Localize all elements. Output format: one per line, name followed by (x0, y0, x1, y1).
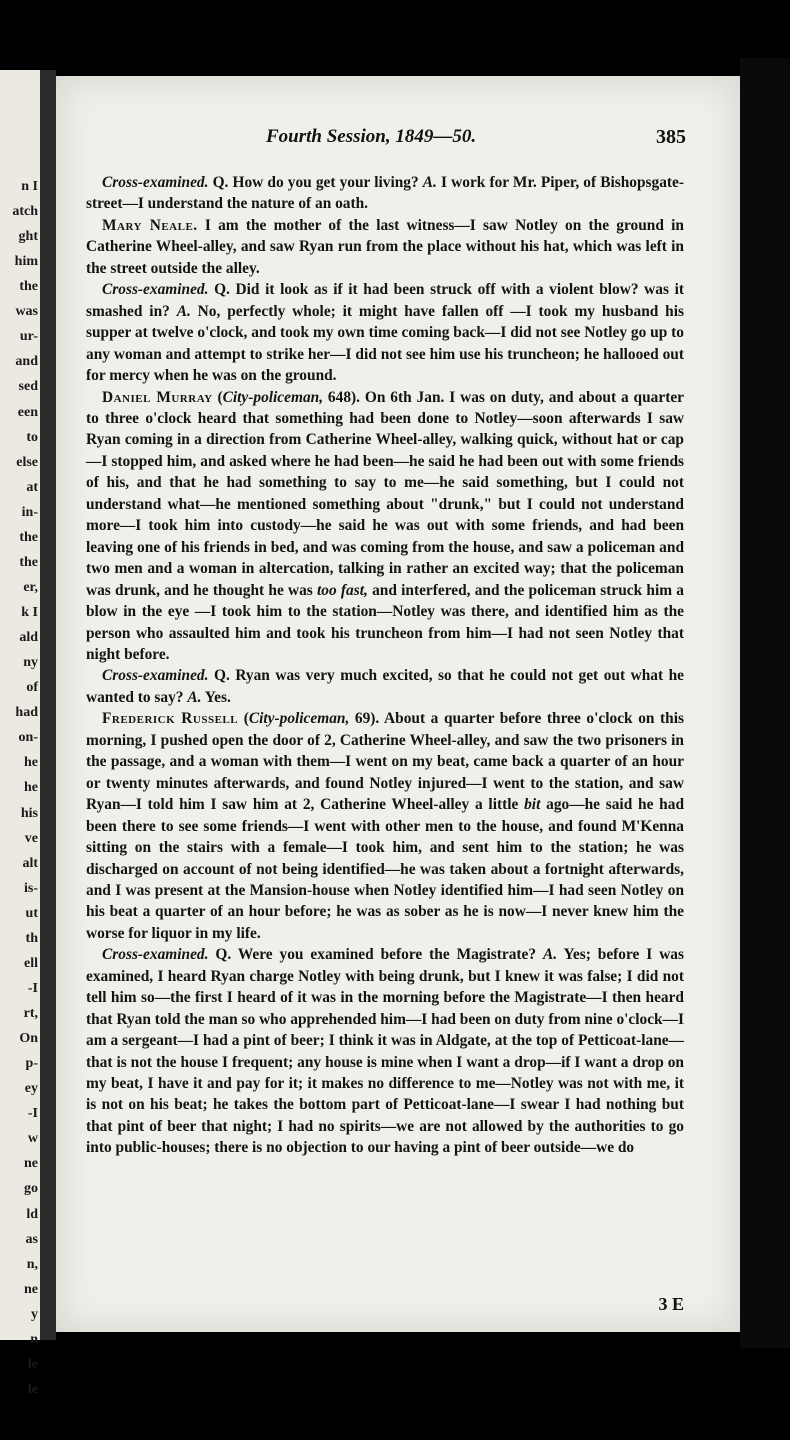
facing-page-fragment: had (15, 705, 38, 721)
text-run: Q. How do you get your living? (208, 174, 423, 191)
text-run: A. (543, 946, 558, 964)
witness-name: Frederick Russell (102, 710, 239, 728)
text-run: 69). About a quarter before three o'clock on this morning, I pushed open the door of 2, Catherine Wheel-alley, and saw the two prisoners in the passage, and a woman with them—I went on my beat, came back a quarter of an hour or twenty minutes afterwards, and found Notley injured—I went to the station, and saw Ryan—I told him I saw him at 2, Catherine Wheel-alley a little (86, 710, 684, 814)
paragraph (86, 172, 684, 215)
facing-page-fragment: the (19, 529, 38, 545)
text-run: Yes. (201, 688, 231, 706)
text-run: Q. Were you examined before the Magistrate? (208, 946, 543, 964)
facing-page-fragment: y (31, 1306, 38, 1322)
book-gutter (40, 70, 56, 1340)
text-run: Q. Ryan was very much excited, so that he could not get out what he wanted to say? (86, 667, 684, 706)
text-run: A. (422, 174, 437, 191)
facing-page-edge (0, 70, 40, 1397)
facing-page-fragment: sed (18, 379, 38, 395)
facing-page-fragment: alt (22, 855, 38, 871)
text-run: Cross-examined. (102, 174, 209, 191)
facing-page-fragment: w (27, 1131, 38, 1147)
facing-page-fragment: was (15, 304, 38, 320)
text-run: No, perfectly whole; it might have fallen off —I took my husband his supper at twelve o'clock, and took my own time coming back—I did not see Notley go up to any woman and attempt to strike her—I did not see him use his truncheon; he hallooed out for mercy when he was on the ground. (86, 302, 685, 385)
text-run: 648). On 6th Jan. I was on duty, and about a quarter to three o'clock heard that something had been done to Notley—soon afterwards I saw Ryan coming in a direction from Catherine Wheel-alley, walking quick, without hat or cap—I stopped him, and asked where he had been—he said he had been out with some friends of his, and that he had something to say to me—he said something, but I could not understand what—he mentioned something about "drunk," but I could not understand more—I took him into custody—he said he was out with some friends, and had been leaving one of his friends in bed, and was coming from the house, and saw a policeman and two men and a woman in altercation, talking in rather an excited way; that the policeman was drunk, and he thought he was (86, 388, 684, 599)
facing-page-fragment: in- (21, 504, 38, 520)
text-run: Cross-examined. (102, 946, 209, 964)
facing-page-fragment: ell (24, 955, 38, 971)
text-run: City-policeman, (248, 710, 350, 728)
facing-page-fragment: ve (24, 830, 38, 846)
facing-page-fragment: is- (24, 880, 38, 896)
facing-page-fragment: the (19, 554, 38, 570)
text-run: ( (212, 388, 223, 406)
facing-page-fragment: n, (26, 1256, 38, 1272)
facing-page-fragment: him (14, 254, 38, 270)
facing-page-fragment: on- (18, 730, 38, 746)
facing-page-fragment: as (25, 1231, 38, 1247)
facing-page-fragment: to (26, 429, 38, 445)
facing-page-fragment: the (19, 279, 38, 295)
facing-page-fragment: er, (23, 579, 38, 595)
facing-page-fragment: ght (18, 229, 38, 245)
facing-page-fragment: een (17, 404, 38, 420)
facing-page-fragment: n I (21, 179, 38, 194)
facing-page-fragment: ne (24, 1281, 38, 1297)
facing-page-fragment: -I (27, 980, 38, 996)
facing-page-fragment: n (30, 1331, 38, 1347)
facing-page-fragment: else (16, 454, 38, 470)
facing-page-fragment: th (25, 930, 38, 946)
facing-page-fragment: rt, (23, 1006, 38, 1022)
facing-page-fragment: and (15, 354, 38, 370)
facing-page-fragment: go (24, 1181, 38, 1197)
signature-mark: 3 E (658, 1294, 684, 1314)
text-run: Q. Did it look as if it had been struck off with a violent blow? was it smashed in? (86, 281, 684, 320)
text-run: A. (176, 302, 191, 320)
facing-page-fragment: ald (19, 630, 38, 646)
text-run: Yes; before I was examined, I heard Ryan charge Notley with being drunk, but I knew it was false; I did not tell him so—the first I heard of it was in the morning before the Magistrate—I then heard that Ryan told the man so who apprehended him—I had been on duty from nine o'clock—I am a sergeant—I had a pint of beer; I think it was in Aldgate, at the top of Petticoat-lane—that is not the house I frequent; any house is mine when I want a drop—if I want a drop on my beat, I have it and pay for it; it makes no difference to me—Notley was not with me, it is not on his beat; he takes the bottom part of Petticoat-lane—I swear I had nothing but that pint of beer that night; I had no spirits—we are not allowed by the authorities to go into public-houses; there is no objection to our having a pint of beer outside—we do (86, 946, 684, 1157)
text-run: I work for Mr. Piper, of Bishopsgate-street—I understand the nature of an oath. (86, 174, 685, 213)
page-edge-shadow (740, 58, 790, 1348)
paragraph (86, 279, 684, 386)
facing-page-fragment: his (20, 805, 38, 821)
facing-page-fragment: ey (24, 1081, 38, 1097)
facing-page-fragment: of (26, 680, 38, 696)
facing-page-fragment: ut (25, 905, 38, 921)
facing-page-fragment: he (24, 780, 38, 796)
facing-page-fragment: le (27, 1381, 38, 1397)
facing-page-fragment: atch (12, 204, 38, 220)
text-run: ( (238, 710, 249, 728)
facing-page-fragment: ur- (19, 329, 38, 345)
paragraph (86, 387, 684, 666)
text-run: and interfered, and the policeman struck him a blow in the eye —I took him to the station—Notley was there, and identified him as the person who assaulted him and took his truncheon from him—I had not seen Notley that night before. (86, 581, 684, 663)
paragraph (86, 944, 684, 1159)
facing-page-fragment: ne (24, 1156, 38, 1172)
book-page (56, 76, 740, 1332)
facing-page-fragment: le (27, 1356, 38, 1372)
facing-page-fragment: p- (25, 1056, 38, 1072)
text-run: A. (187, 688, 202, 706)
running-title: Fourth Session, 1849—50. (266, 126, 477, 147)
witness-name: Daniel Murray (102, 388, 213, 406)
text-run: too fast, (317, 581, 368, 599)
text-run: Cross-examined. (102, 281, 209, 299)
paragraph (86, 708, 684, 944)
facing-page-fragment: ld (26, 1206, 38, 1222)
text-run: Cross-examined. (102, 667, 209, 685)
facing-page-fragment: -I (27, 1106, 38, 1122)
paragraph (86, 215, 684, 279)
facing-page-fragment: k I (21, 605, 38, 621)
facing-page-fragment: at (26, 479, 38, 495)
facing-page-fragment: On (19, 1031, 38, 1047)
witness-name: Mary Neale. (102, 216, 198, 234)
page-body (86, 172, 684, 1159)
running-header (56, 126, 686, 156)
facing-page-fragment: ny (23, 655, 38, 671)
text-run: bit (524, 796, 541, 814)
paragraph (86, 665, 684, 708)
text-run: City-policeman, (222, 388, 324, 406)
facing-page-fragment: he (24, 755, 38, 771)
text-run: ago—he said he had been there to see some friends—I went with other men to the house, and found M'Kenna sitting on the stairs with a female—I took him, and sent him to the station; he was discharged on account of not being identified—he was taken about a fortnight afterwards, and I was present at the Mansion-house when Notley identified him—I had seen Notley on his beat a quarter of an hour before; he was as sober as he is now—I never knew him the worse for liquor in my life. (86, 796, 684, 942)
page-number: 385 (656, 126, 686, 148)
text-run: I am the mother of the last witness—I saw Notley on the ground in Catherine Wheel-alley, and saw Ryan run from the place without his hat, which was left in the street outside the alley. (86, 216, 684, 277)
